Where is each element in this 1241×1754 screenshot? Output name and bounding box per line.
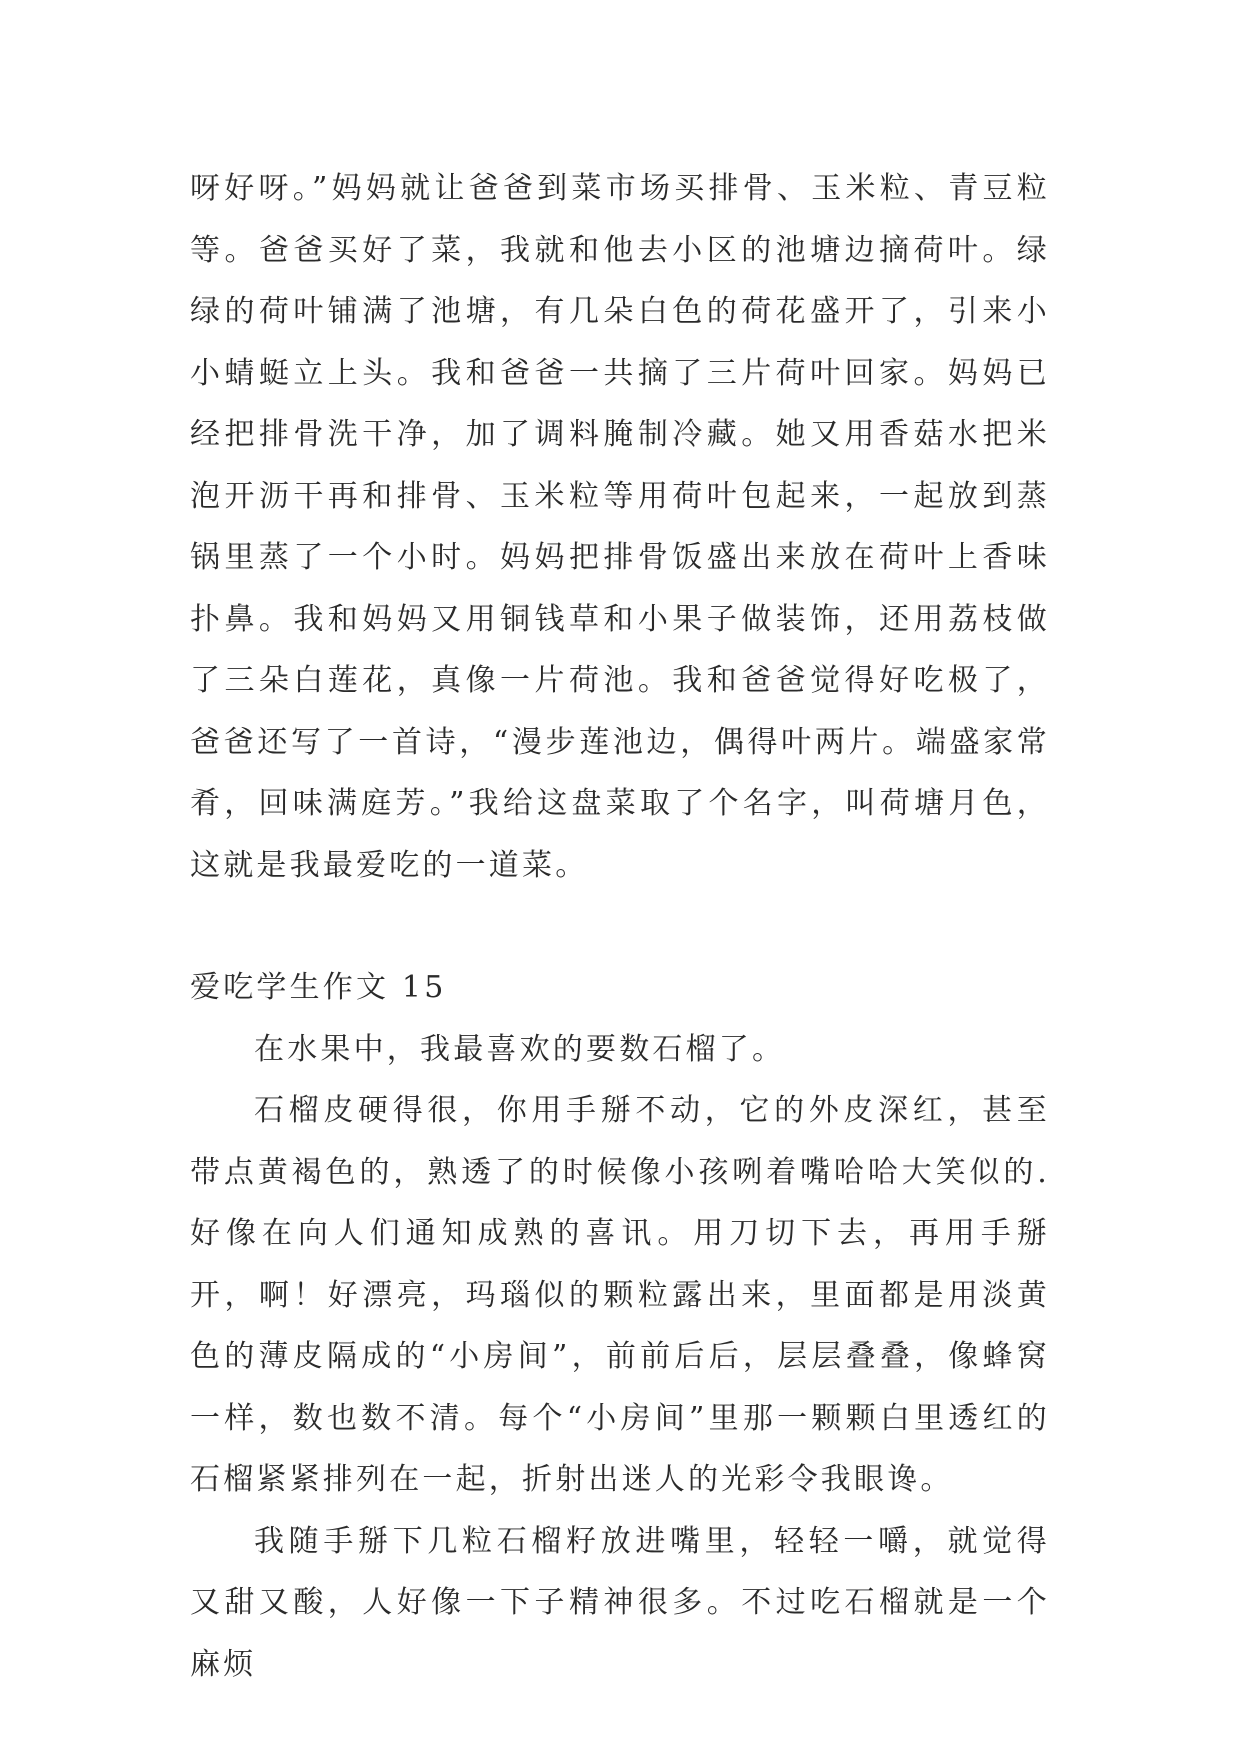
document-body — [190, 158, 1050, 1695]
paragraph-taste: 我随手掰下几粒石榴籽放进嘴里，轻轻一嚼，就觉得又甜又酸，人好像一下子精神很多。不过吃石榴就是一个麻烦 — [190, 1523, 1050, 1682]
paragraph-description: 石榴皮硬得很，你用手掰不动，它的外皮深红，甚至带点黄褐色的，熟透了的时候像小孩咧着嘴哈哈大笑似的.好像在向人们通知成熟的喜讯。用刀切下去，再用手掰开，啊！好漂亮，玛瑙似的颗粒露出来，里面都是用淡黄色的薄皮隔成的“小房间”，前前后后，层层叠叠，像蜂窝一样，数也数不清。每个“小房间”里那一颗颗白里透红的石榴紧紧排列在一起，折射出迷人的光彩令我眼谗。 — [190, 1093, 1050, 1497]
section-title: 爱吃学生作文 15 — [190, 970, 447, 1005]
paragraph-intro: 在水果中，我最喜欢的要数石榴了。 — [254, 1031, 786, 1067]
continuation-paragraph: 呀好呀。”妈妈就让爸爸到菜市场买排骨、玉米粒、青豆粒等。爸爸买好了菜，我就和他去小区的池塘边摘荷叶。绿绿的荷叶铺满了池塘，有几朵白色的荷花盛开了，引来小小蜻蜓立上头。我和爸爸一共摘了三片荷叶回家。妈妈已经把排骨洗干净，加了调料腌制冷藏。她又用香菇水把米泡开沥干再和排骨、玉米粒等用荷叶包起来，一起放到蒸锅里蒸了一个小时。妈妈把排骨饭盛出来放在荷叶上香味扑鼻。我和妈妈又用铜钱草和小果子做装饰，还用荔枝做了三朵白莲花，真像一片荷池。我和爸爸觉得好吃极了，爸爸还写了一首诗，“漫步莲池边，偶得叶两片。端盛家常肴，回味满庭芳。”我给这盘菜取了个名字，叫荷塘月色，这就是我最爱吃的一道菜。 — [190, 171, 1050, 883]
section-spacer — [190, 896, 1050, 957]
